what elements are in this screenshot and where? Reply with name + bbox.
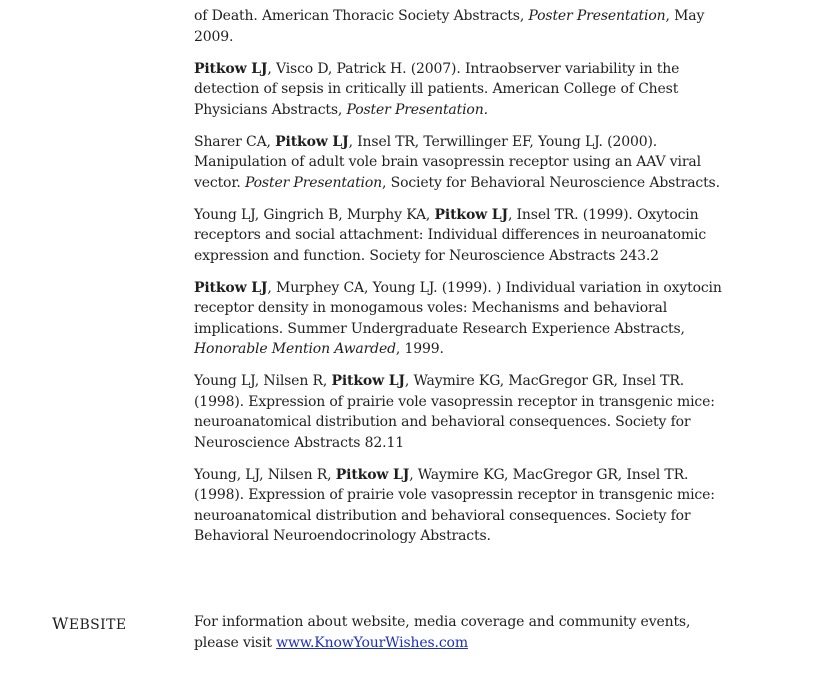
abstract-entry — [194, 59, 734, 121]
entry-text: Young LJ, Nilsen R, — [194, 373, 332, 389]
entry-text: Young LJ, Gingrich B, Murphy KA, — [194, 206, 435, 223]
author-name-bold: Pitkow LJ — [434, 206, 508, 223]
abstract-entry — [194, 205, 734, 267]
website-label-initial: W — [52, 614, 69, 633]
italic-text: Honorable Mention Awarded — [194, 341, 396, 357]
abstract-entry — [194, 6, 734, 47]
abstract-entry — [194, 278, 734, 360]
entry-text: , Visco D, Patrick H. (2007). Intraobserver variability in the detection of sepsis in critically ill patients. American College of Chest Physicians Abstracts, — [194, 60, 680, 118]
italic-text: Poster Presentation — [528, 8, 666, 24]
entry-text: , Murphey CA, Young LJ. (1999). ) Individual variation in oxytocin receptor density in monogamous voles: Mechanisms and behavioral implications. Summer Undergraduate Research Experience Abstracts, — [194, 279, 722, 337]
entry-text: , Insel TR, Terwillinger EF, Young LJ. (2000). Manipulation of adult vole brain vasopressin receptor using an AAV viral vector. — [194, 133, 701, 191]
author-name-bold: Pitkow LJ — [194, 279, 268, 296]
italic-text: Poster Presentation. — [346, 101, 488, 118]
entry-text: , Waymire KG, MacGregor GR, Insel TR. (1998). Expression of prairie vole vasopressin receptor in transgenic mice: neuroanatomical distribution and behavioral consequences. Society for Behavioral Neuroendocrinology Abstracts. — [194, 466, 715, 544]
author-name-bold: Pitkow LJ — [331, 373, 405, 389]
abstract-entry — [194, 371, 734, 453]
website-info-text: For information about website, media coverage and community events, please visit — [194, 614, 691, 651]
abstract-entry — [194, 132, 734, 194]
website-link[interactable]: www.KnowYourWishes.com — [276, 635, 468, 651]
entry-text: , Society for Behavioral Neuroscience Abstracts. — [382, 174, 720, 191]
abstracts-list — [194, 6, 734, 547]
author-name-bold: Pitkow LJ — [335, 466, 410, 483]
entry-text: Sharer CA, — [194, 133, 276, 150]
entry-text: of Death. American Thoracic Society Abstracts, — [194, 8, 529, 24]
entry-text: Young, LJ, Nilsen R, — [194, 466, 336, 483]
entry-text: , Insel TR. (1999). Oxytocin receptors and social attachment: Individual differences in neuroanatomic expression and function. Society for Neuroscience Abstracts 243.2 — [194, 206, 707, 264]
entry-text: , 1999. — [395, 341, 444, 357]
entry-text: , Waymire KG, MacGregor GR, Insel TR. (1998). Expression of prairie vole vasopressin receptor in transgenic mice: neuroanatomical distribution and behavioral consequences. Society for Neuroscience Abstracts 82.11 — [194, 373, 715, 451]
website-section-label — [52, 614, 126, 633]
abstract-entry — [194, 465, 734, 547]
website-label-rest: EBSITE — [68, 617, 127, 633]
entry-text: , May 2009. — [194, 8, 705, 45]
italic-text: Poster Presentation — [244, 174, 383, 191]
website-description — [194, 612, 734, 654]
author-name-bold: Pitkow LJ — [275, 133, 349, 150]
author-name-bold: Pitkow LJ — [194, 60, 268, 77]
